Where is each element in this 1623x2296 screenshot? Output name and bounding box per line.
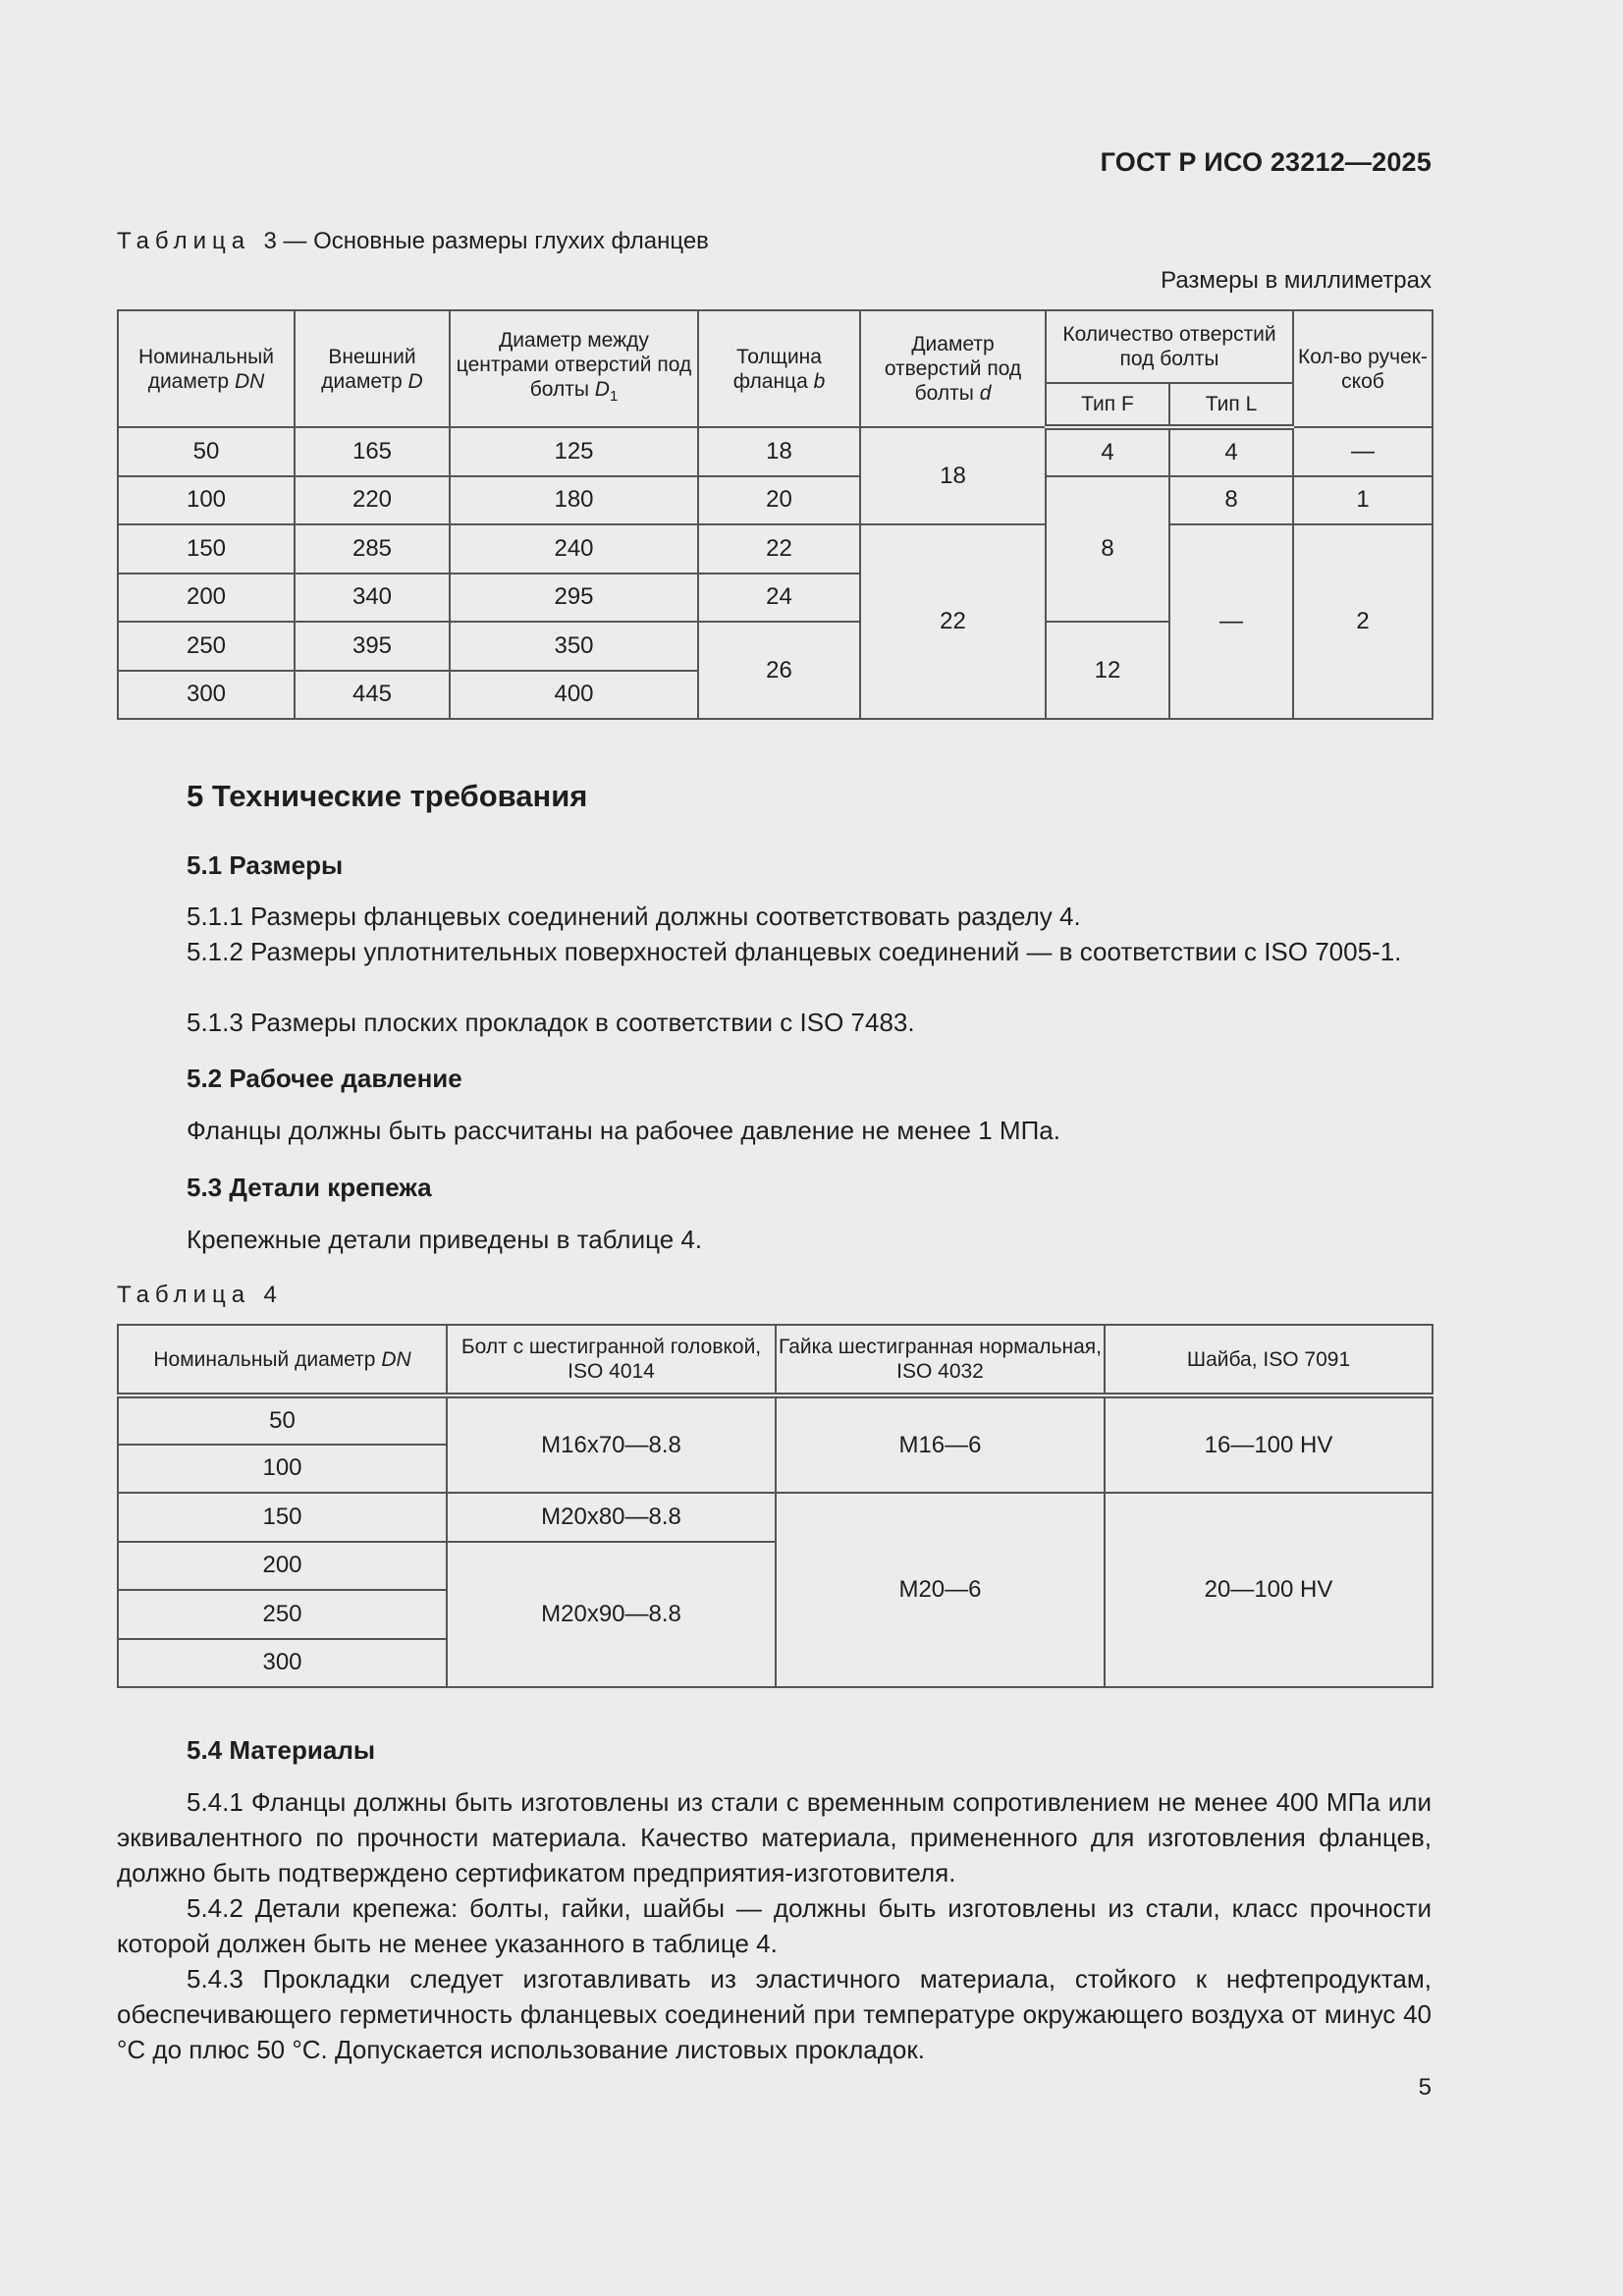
header-bolt-circle-diameter: Диаметр между центрами отверстий под болты $D_1$ [450,310,698,427]
cell-type-f: 4 [1046,427,1169,476]
cell-nut: M16—6 [776,1395,1105,1493]
cell-dn: 200 [118,574,295,623]
cell-thickness: 18 [698,427,860,476]
cell-bolt: M20x80—8.8 [447,1493,776,1542]
paragraph-5-4-1: 5.4.1 Фланцы должны быть изготовлены из стали с временным сопротивлением не менее 400 МПа или эквивалентного по прочности материала. Качество материала, примененного для изготовления фланцев, должно быть подтверждено сертификатом предприятия-изготовителя. [117,1787,1432,1887]
cell-type-l: — [1169,524,1293,719]
table3-units: Размеры в миллиметрах [1161,267,1432,294]
table4-caption-number: 4 [263,1282,277,1308]
paragraph-5-4-2: 5.4.2 Детали крепежа: болты, гайки, шайбы — должны быть изготовлены из стали, класс прочности которой должен быть не менее указанного в таблице 4. [117,1893,1432,1958]
section-5-4-title: 5.4 Материалы [187,1735,376,1765]
table-row [118,1395,1433,1445]
table3-flange-dimensions [117,309,1434,720]
header-bolt: Болт с шестигранной головкой, ISO 4014 [447,1325,776,1395]
cell-dn: 250 [118,622,295,671]
cell-dn: 50 [118,427,295,476]
cell-dn: 300 [118,671,295,720]
cell-pcd: 350 [450,622,698,671]
cell-outer: 395 [295,622,450,671]
cell-handles: 2 [1293,524,1433,719]
header-washer: Шайба, ISO 7091 [1105,1325,1433,1395]
paragraph-5-1-1: 5.1.1 Размеры фланцевых соединений должны соответствовать разделу 4. [187,902,1081,931]
section-5-title: 5 Технические требования [187,779,588,813]
header-handle-count: Кол-во ручек-скоб [1293,310,1433,427]
header-type-f: Тип F [1046,383,1169,427]
cell-outer: 340 [295,574,450,623]
cell-outer: 285 [295,524,450,574]
cell-washer: 16—100 HV [1105,1395,1433,1493]
cell-dn: 150 [118,524,295,574]
cell-pcd: 180 [450,476,698,525]
cell-dn: 150 [118,1493,447,1542]
cell-dn: 300 [118,1639,447,1688]
paragraph-5-1-3: 5.1.3 Размеры плоских прокладок в соответствии с ISO 7483. [187,1008,915,1037]
table4-caption [117,1282,277,1309]
cell-outer: 165 [295,427,450,476]
header-bolt-hole-count: Количество отверстий под болты [1046,310,1293,383]
cell-pcd: 295 [450,574,698,623]
section-5-2-title: 5.2 Рабочее давление [187,1064,462,1093]
cell-outer: 445 [295,671,450,720]
cell-dn: 200 [118,1542,447,1591]
cell-handles: 1 [1293,476,1433,525]
cell-dn: 100 [118,1445,447,1494]
cell-type-l: 4 [1169,427,1293,476]
cell-dn: 50 [118,1395,447,1445]
header-outer-diameter: Внешний диаметр D [295,310,450,427]
paragraph-5-4-3: 5.4.3 Прокладки следует изготавливать из эластичного материала, стойкого к нефтепродуктам, обеспечивающего герметичность фланцевых соединений при температуре окружающего воздуха от минус 40 °C до плюс 50 °C. Допускается использование листовых прокладок. [117,1964,1432,2064]
header-type-l: Тип L [1169,383,1293,427]
cell-pcd: 400 [450,671,698,720]
table4-caption-word: Таблица [117,1282,251,1308]
header-bolt-hole-diameter: Диаметр отверстий под болты d [860,310,1046,427]
cell-type-f: 8 [1046,476,1169,623]
paragraph-5-1-2: 5.1.2 Размеры уплотнительных поверхностей фланцевых соединений — в соответствии с ISO 7005-1. [187,937,1402,966]
cell-thickness: 26 [698,622,860,719]
header-nominal-diameter: Номинальный диаметр DN [118,1325,447,1395]
section-5-3-title: 5.3 Детали крепежа [187,1173,432,1202]
cell-pcd: 240 [450,524,698,574]
table-row [118,524,1433,574]
header-nominal-diameter: Номинальный диаметр DN [118,310,295,427]
cell-washer: 20—100 HV [1105,1493,1433,1687]
page-number: 5 [1418,2074,1432,2101]
table-row [118,1493,1433,1542]
paragraph-5-2: Фланцы должны быть рассчитаны на рабочее давление не менее 1 МПа. [187,1116,1060,1145]
paragraph-5-3: Крепежные детали приведены в таблице 4. [187,1225,703,1254]
cell-thickness: 24 [698,574,860,623]
table-row [118,427,1433,476]
cell-nut: M20—6 [776,1493,1105,1687]
cell-dn: 100 [118,476,295,525]
cell-pcd: 125 [450,427,698,476]
cell-bolt: M16x70—8.8 [447,1395,776,1493]
header-nut: Гайка шестигранная нормальная, ISO 4032 [776,1325,1105,1395]
document-code: ГОСТ Р ИСО 23212—2025 [1100,147,1432,177]
section-5-1-title: 5.1 Размеры [187,850,344,880]
table-row [118,476,1433,525]
cell-outer: 220 [295,476,450,525]
table3-caption [117,228,709,255]
cell-bolt: M20x90—8.8 [447,1542,776,1688]
cell-dn: 250 [118,1590,447,1639]
cell-thickness: 22 [698,524,860,574]
cell-type-l: 8 [1169,476,1293,525]
header-flange-thickness: Толщина фланца b [698,310,860,427]
cell-hole-diameter: 18 [860,427,1046,524]
table3-caption-title: 3 — Основные размеры глухих фланцев [263,228,709,254]
cell-thickness: 20 [698,476,860,525]
cell-hole-diameter: 22 [860,524,1046,719]
cell-handles: — [1293,427,1433,476]
table4-fasteners [117,1324,1434,1688]
table3-caption-word: Таблица [117,228,251,254]
cell-type-f: 12 [1046,622,1169,719]
